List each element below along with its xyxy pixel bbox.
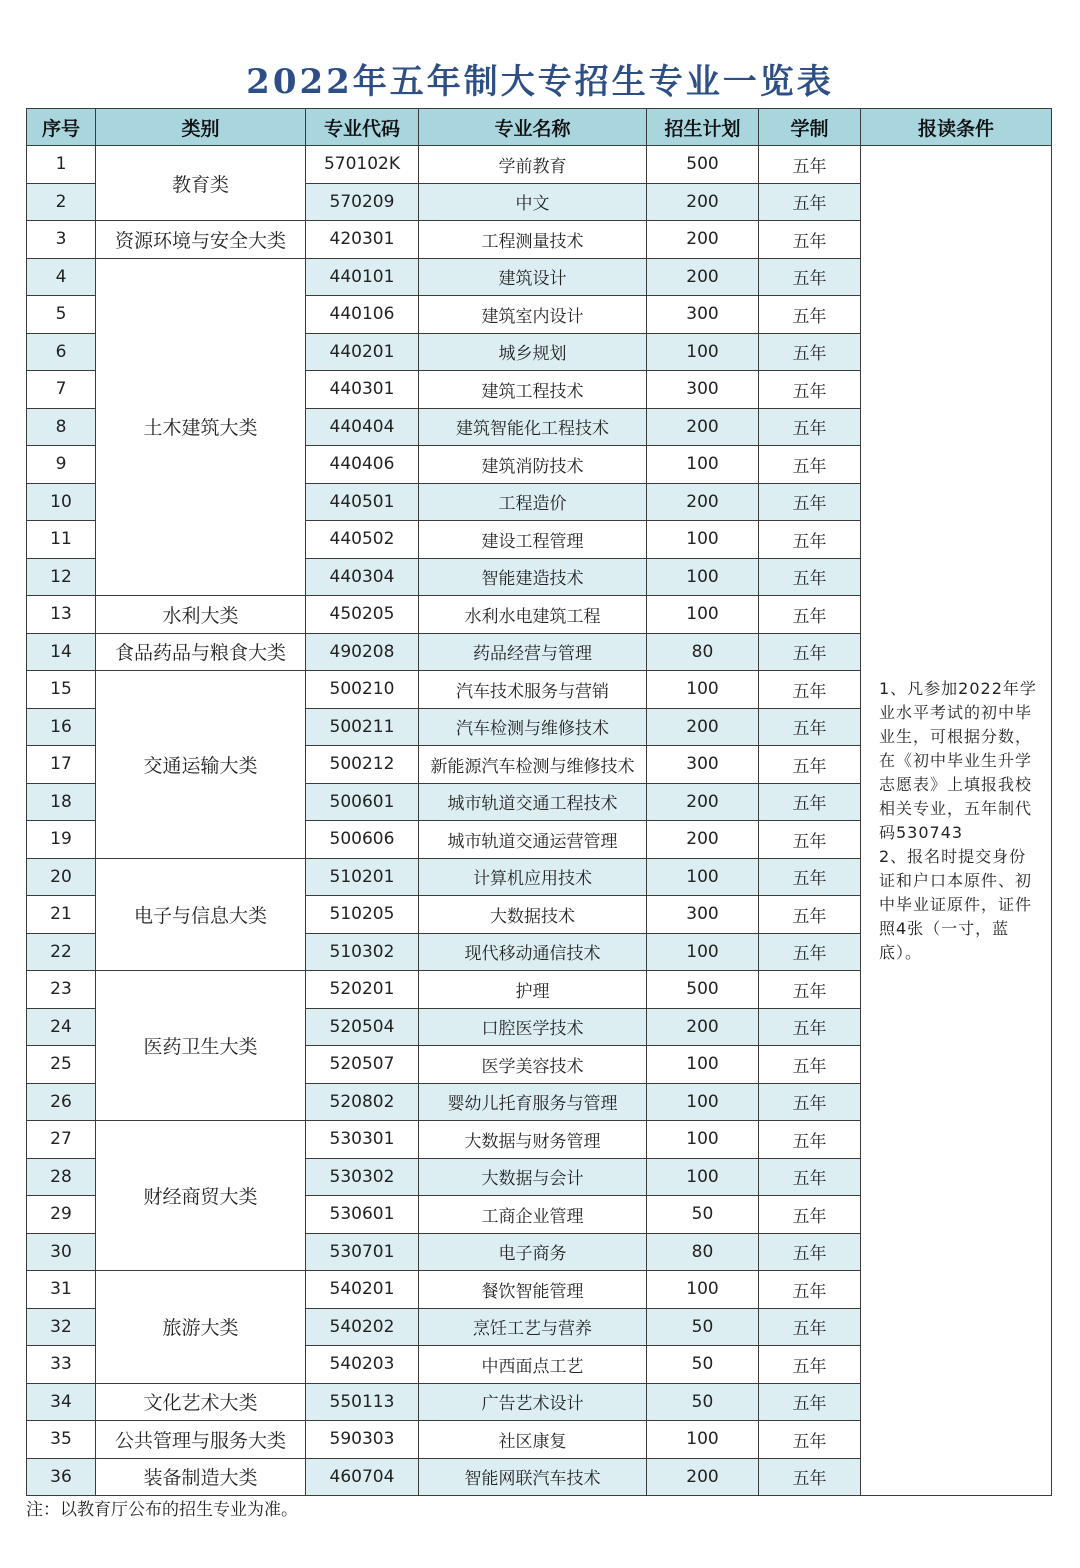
row-years: 五年 — [759, 333, 861, 371]
row-code: 520507 — [306, 1046, 419, 1084]
row-plan: 100 — [647, 1046, 759, 1084]
row-code: 530601 — [306, 1196, 419, 1234]
row-years: 五年 — [759, 371, 861, 409]
row-seq: 33 — [27, 1346, 96, 1384]
row-years: 五年 — [759, 1346, 861, 1384]
row-seq: 9 — [27, 446, 96, 484]
row-category: 旅游大类 — [96, 1271, 306, 1384]
header-major-name: 专业名称 — [419, 109, 647, 146]
row-major-name: 建筑工程技术 — [419, 371, 647, 409]
row-major-name: 工程造价 — [419, 483, 647, 521]
row-seq: 15 — [27, 671, 96, 709]
row-plan: 100 — [647, 1421, 759, 1459]
row-code: 510205 — [306, 896, 419, 934]
row-code: 550113 — [306, 1383, 419, 1421]
row-years: 五年 — [759, 1008, 861, 1046]
row-plan: 100 — [647, 446, 759, 484]
row-years: 五年 — [759, 746, 861, 784]
row-major-name: 烹饪工艺与营养 — [419, 1308, 647, 1346]
row-category: 财经商贸大类 — [96, 1121, 306, 1271]
row-major-name: 大数据与财务管理 — [419, 1121, 647, 1159]
row-years: 五年 — [759, 1458, 861, 1496]
row-code: 540202 — [306, 1308, 419, 1346]
row-seq: 8 — [27, 408, 96, 446]
row-code: 440106 — [306, 296, 419, 334]
row-years: 五年 — [759, 1046, 861, 1084]
row-plan: 50 — [647, 1196, 759, 1234]
row-major-name: 护理 — [419, 971, 647, 1009]
row-code: 500606 — [306, 821, 419, 859]
row-plan: 200 — [647, 221, 759, 259]
row-major-name: 社区康复 — [419, 1421, 647, 1459]
row-major-name: 中西面点工艺 — [419, 1346, 647, 1384]
majors-table — [26, 108, 1052, 1496]
row-seq: 32 — [27, 1308, 96, 1346]
row-plan: 300 — [647, 371, 759, 409]
row-plan: 300 — [647, 296, 759, 334]
row-seq: 2 — [27, 183, 96, 221]
row-seq: 5 — [27, 296, 96, 334]
header-seq: 序号 — [27, 109, 96, 146]
row-code: 540201 — [306, 1271, 419, 1309]
row-seq: 24 — [27, 1008, 96, 1046]
row-plan: 100 — [647, 558, 759, 596]
row-years: 五年 — [759, 821, 861, 859]
condition-item: 2、报名时提交身份证和户口本原件、初中毕业证原件，证件照4张（一寸，蓝底）。 — [879, 846, 1033, 962]
row-seq: 18 — [27, 783, 96, 821]
row-years: 五年 — [759, 521, 861, 559]
row-code: 530701 — [306, 1233, 419, 1271]
row-category: 装备制造大类 — [96, 1458, 306, 1496]
row-years: 五年 — [759, 296, 861, 334]
row-major-name: 中文 — [419, 183, 647, 221]
row-seq: 28 — [27, 1158, 96, 1196]
row-seq: 26 — [27, 1083, 96, 1121]
row-major-name: 城市轨道交通工程技术 — [419, 783, 647, 821]
row-seq: 4 — [27, 258, 96, 296]
row-years: 五年 — [759, 1383, 861, 1421]
row-plan: 50 — [647, 1308, 759, 1346]
row-years: 五年 — [759, 708, 861, 746]
conditions-cell — [861, 146, 1052, 1496]
row-seq: 7 — [27, 371, 96, 409]
row-plan: 200 — [647, 1458, 759, 1496]
row-seq: 31 — [27, 1271, 96, 1309]
row-code: 510302 — [306, 933, 419, 971]
row-plan: 100 — [647, 596, 759, 634]
row-major-name: 建筑消防技术 — [419, 446, 647, 484]
row-plan: 200 — [647, 708, 759, 746]
row-major-name: 智能网联汽车技术 — [419, 1458, 647, 1496]
row-seq: 14 — [27, 633, 96, 671]
row-code: 440101 — [306, 258, 419, 296]
row-major-name: 工商企业管理 — [419, 1196, 647, 1234]
footnote: 注：以教育厅公布的招生专业为准。 — [26, 1500, 298, 1520]
row-plan: 200 — [647, 408, 759, 446]
row-category: 交通运输大类 — [96, 671, 306, 859]
header-plan: 招生计划 — [647, 109, 759, 146]
row-plan: 80 — [647, 633, 759, 671]
row-plan: 300 — [647, 896, 759, 934]
row-major-name: 计算机应用技术 — [419, 858, 647, 896]
row-plan: 100 — [647, 671, 759, 709]
row-seq: 6 — [27, 333, 96, 371]
row-code: 460704 — [306, 1458, 419, 1496]
row-years: 五年 — [759, 1121, 861, 1159]
row-plan: 100 — [647, 1083, 759, 1121]
row-category: 文化艺术大类 — [96, 1383, 306, 1421]
row-major-name: 建设工程管理 — [419, 521, 647, 559]
row-category: 资源环境与安全大类 — [96, 221, 306, 259]
row-major-name: 电子商务 — [419, 1233, 647, 1271]
condition-item: 1、凡参加2022年学业水平考试的初中毕业生，可根据分数，在《初中毕业生升学志愿表》上填报我校相关专业，五年制代码530743 — [879, 678, 1037, 842]
row-years: 五年 — [759, 1308, 861, 1346]
row-code: 570209 — [306, 183, 419, 221]
header-conditions: 报读条件 — [861, 109, 1052, 146]
row-seq: 35 — [27, 1421, 96, 1459]
row-plan: 100 — [647, 858, 759, 896]
row-plan: 80 — [647, 1233, 759, 1271]
row-plan: 300 — [647, 746, 759, 784]
row-seq: 3 — [27, 221, 96, 259]
row-code: 450205 — [306, 596, 419, 634]
row-category: 教育类 — [96, 146, 306, 221]
row-seq: 17 — [27, 746, 96, 784]
row-plan: 200 — [647, 821, 759, 859]
row-code: 540203 — [306, 1346, 419, 1384]
row-years: 五年 — [759, 1158, 861, 1196]
row-code: 530301 — [306, 1121, 419, 1159]
row-code: 530302 — [306, 1158, 419, 1196]
row-plan: 200 — [647, 183, 759, 221]
row-plan: 100 — [647, 1121, 759, 1159]
row-major-name: 汽车技术服务与营销 — [419, 671, 647, 709]
row-seq: 16 — [27, 708, 96, 746]
row-seq: 29 — [27, 1196, 96, 1234]
row-seq: 25 — [27, 1046, 96, 1084]
row-years: 五年 — [759, 671, 861, 709]
row-plan: 100 — [647, 521, 759, 559]
header-code: 专业代码 — [306, 109, 419, 146]
row-years: 五年 — [759, 596, 861, 634]
row-code: 420301 — [306, 221, 419, 259]
table-body — [27, 146, 1052, 1496]
row-seq: 19 — [27, 821, 96, 859]
row-code: 590303 — [306, 1421, 419, 1459]
row-plan: 200 — [647, 483, 759, 521]
row-major-name: 学前教育 — [419, 146, 647, 184]
row-plan: 500 — [647, 146, 759, 184]
row-major-name: 城乡规划 — [419, 333, 647, 371]
row-category: 水利大类 — [96, 596, 306, 634]
row-code: 500210 — [306, 671, 419, 709]
row-years: 五年 — [759, 1421, 861, 1459]
row-major-name: 药品经营与管理 — [419, 633, 647, 671]
row-seq: 10 — [27, 483, 96, 521]
row-major-name: 新能源汽车检测与维修技术 — [419, 746, 647, 784]
row-years: 五年 — [759, 858, 861, 896]
row-major-name: 大数据技术 — [419, 896, 647, 934]
row-category: 土木建筑大类 — [96, 258, 306, 596]
row-major-name: 大数据与会计 — [419, 1158, 647, 1196]
row-years: 五年 — [759, 971, 861, 1009]
row-seq: 20 — [27, 858, 96, 896]
row-years: 五年 — [759, 783, 861, 821]
row-code: 520504 — [306, 1008, 419, 1046]
row-major-name: 医学美容技术 — [419, 1046, 647, 1084]
row-code: 440404 — [306, 408, 419, 446]
row-major-name: 建筑智能化工程技术 — [419, 408, 647, 446]
row-code: 500212 — [306, 746, 419, 784]
row-plan: 50 — [647, 1383, 759, 1421]
row-years: 五年 — [759, 896, 861, 934]
row-code: 440502 — [306, 521, 419, 559]
row-code: 500211 — [306, 708, 419, 746]
row-plan: 100 — [647, 1158, 759, 1196]
row-years: 五年 — [759, 933, 861, 971]
row-plan: 200 — [647, 783, 759, 821]
row-code: 500601 — [306, 783, 419, 821]
row-major-name: 智能建造技术 — [419, 558, 647, 596]
row-seq: 11 — [27, 521, 96, 559]
row-category: 食品药品与粮食大类 — [96, 633, 306, 671]
header-row — [27, 109, 1052, 146]
row-seq: 23 — [27, 971, 96, 1009]
row-plan: 100 — [647, 933, 759, 971]
row-category: 医药卫生大类 — [96, 971, 306, 1121]
row-code: 570102K — [306, 146, 419, 184]
row-major-name: 建筑室内设计 — [419, 296, 647, 334]
row-years: 五年 — [759, 483, 861, 521]
row-seq: 13 — [27, 596, 96, 634]
row-major-name: 口腔医学技术 — [419, 1008, 647, 1046]
row-category: 公共管理与服务大类 — [96, 1421, 306, 1459]
row-seq: 36 — [27, 1458, 96, 1496]
row-code: 440501 — [306, 483, 419, 521]
row-code: 440304 — [306, 558, 419, 596]
row-code: 510201 — [306, 858, 419, 896]
page-title: 2022年五年制大专招生专业一览表 — [246, 62, 834, 102]
row-seq: 27 — [27, 1121, 96, 1159]
row-code: 440301 — [306, 371, 419, 409]
row-years: 五年 — [759, 1083, 861, 1121]
row-years: 五年 — [759, 446, 861, 484]
row-major-name: 汽车检测与维修技术 — [419, 708, 647, 746]
row-plan: 200 — [647, 1008, 759, 1046]
header-years: 学制 — [759, 109, 861, 146]
row-major-name: 水利水电建筑工程 — [419, 596, 647, 634]
row-major-name: 广告艺术设计 — [419, 1383, 647, 1421]
row-years: 五年 — [759, 1233, 861, 1271]
row-seq: 12 — [27, 558, 96, 596]
row-major-name: 工程测量技术 — [419, 221, 647, 259]
row-code: 490208 — [306, 633, 419, 671]
row-years: 五年 — [759, 408, 861, 446]
row-years: 五年 — [759, 1271, 861, 1309]
row-code: 520201 — [306, 971, 419, 1009]
header-category: 类别 — [96, 109, 306, 146]
row-plan: 100 — [647, 333, 759, 371]
row-major-name: 餐饮智能管理 — [419, 1271, 647, 1309]
row-plan: 500 — [647, 971, 759, 1009]
row-category: 电子与信息大类 — [96, 858, 306, 971]
row-years: 五年 — [759, 1196, 861, 1234]
row-years: 五年 — [759, 183, 861, 221]
row-major-name: 建筑设计 — [419, 258, 647, 296]
row-seq: 30 — [27, 1233, 96, 1271]
row-plan: 200 — [647, 258, 759, 296]
row-code: 440406 — [306, 446, 419, 484]
row-plan: 100 — [647, 1271, 759, 1309]
row-seq: 34 — [27, 1383, 96, 1421]
row-code: 440201 — [306, 333, 419, 371]
row-years: 五年 — [759, 633, 861, 671]
row-plan: 50 — [647, 1346, 759, 1384]
row-code: 520802 — [306, 1083, 419, 1121]
row-years: 五年 — [759, 146, 861, 184]
row-years: 五年 — [759, 558, 861, 596]
row-major-name: 婴幼儿托育服务与管理 — [419, 1083, 647, 1121]
row-seq: 1 — [27, 146, 96, 184]
row-seq: 22 — [27, 933, 96, 971]
row-major-name: 现代移动通信技术 — [419, 933, 647, 971]
row-years: 五年 — [759, 221, 861, 259]
table-row — [27, 146, 1052, 184]
row-seq: 21 — [27, 896, 96, 934]
row-major-name: 城市轨道交通运营管理 — [419, 821, 647, 859]
row-years: 五年 — [759, 258, 861, 296]
